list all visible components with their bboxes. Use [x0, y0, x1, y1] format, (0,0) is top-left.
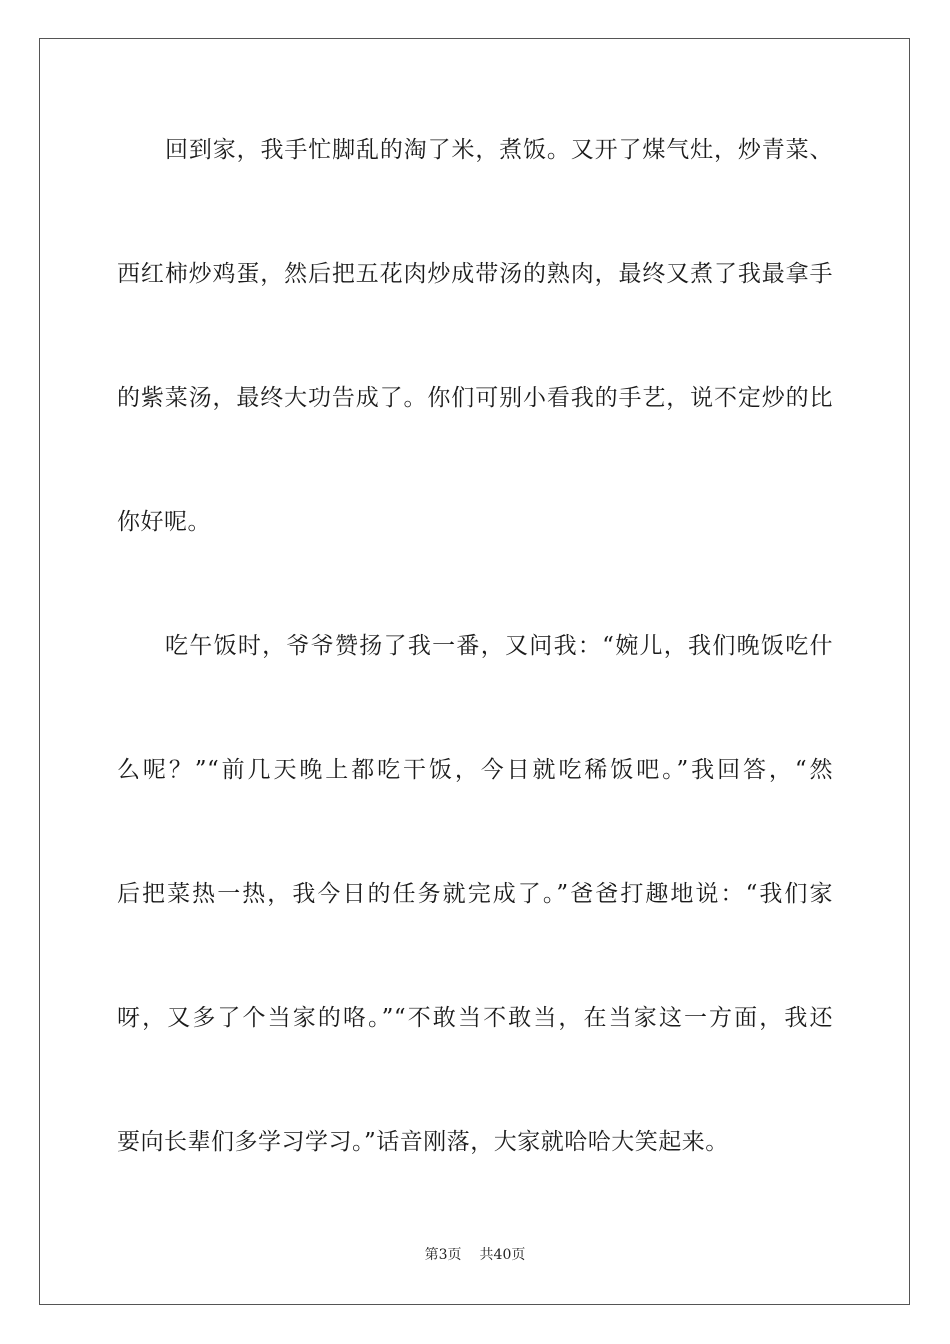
text-line: 要向长辈们多学习学习。”话音刚落，大家就哈哈大笑起来。 [117, 1129, 729, 1155]
text-line: 么呢？”“前几天晚上都吃干饭，今日就吃稀饭吧。”我回答，“然 [117, 757, 833, 783]
text-line: 呀，又多了个当家的咯。”“不敢当不敢当，在当家这一方面，我还 [117, 1005, 833, 1031]
text-line: 后把菜热一热，我今日的任务就完成了。”爸爸打趣地说：“我们家 [117, 881, 833, 907]
page-footer [0, 1246, 950, 1264]
text-line: 吃午饭时，爷爷赞扬了我一番，又问我：“婉儿，我们晚饭吃什 [165, 633, 833, 659]
page-number: 第3页 [424, 1247, 462, 1263]
page-border [39, 38, 910, 1305]
text-line: 西红柿炒鸡蛋，然后把五花肉炒成带汤的熟肉，最终又煮了我最拿手 [117, 261, 833, 287]
total-pages: 共40页 [479, 1247, 526, 1263]
text-line: 回到家，我手忙脚乱的淘了米，煮饭。又开了煤气灶，炒青菜、 [165, 137, 833, 163]
text-line: 你好呢。 [117, 509, 211, 535]
text-line: 的紫菜汤，最终大功告成了。你们可别小看我的手艺，说不定炒的比 [117, 385, 833, 411]
